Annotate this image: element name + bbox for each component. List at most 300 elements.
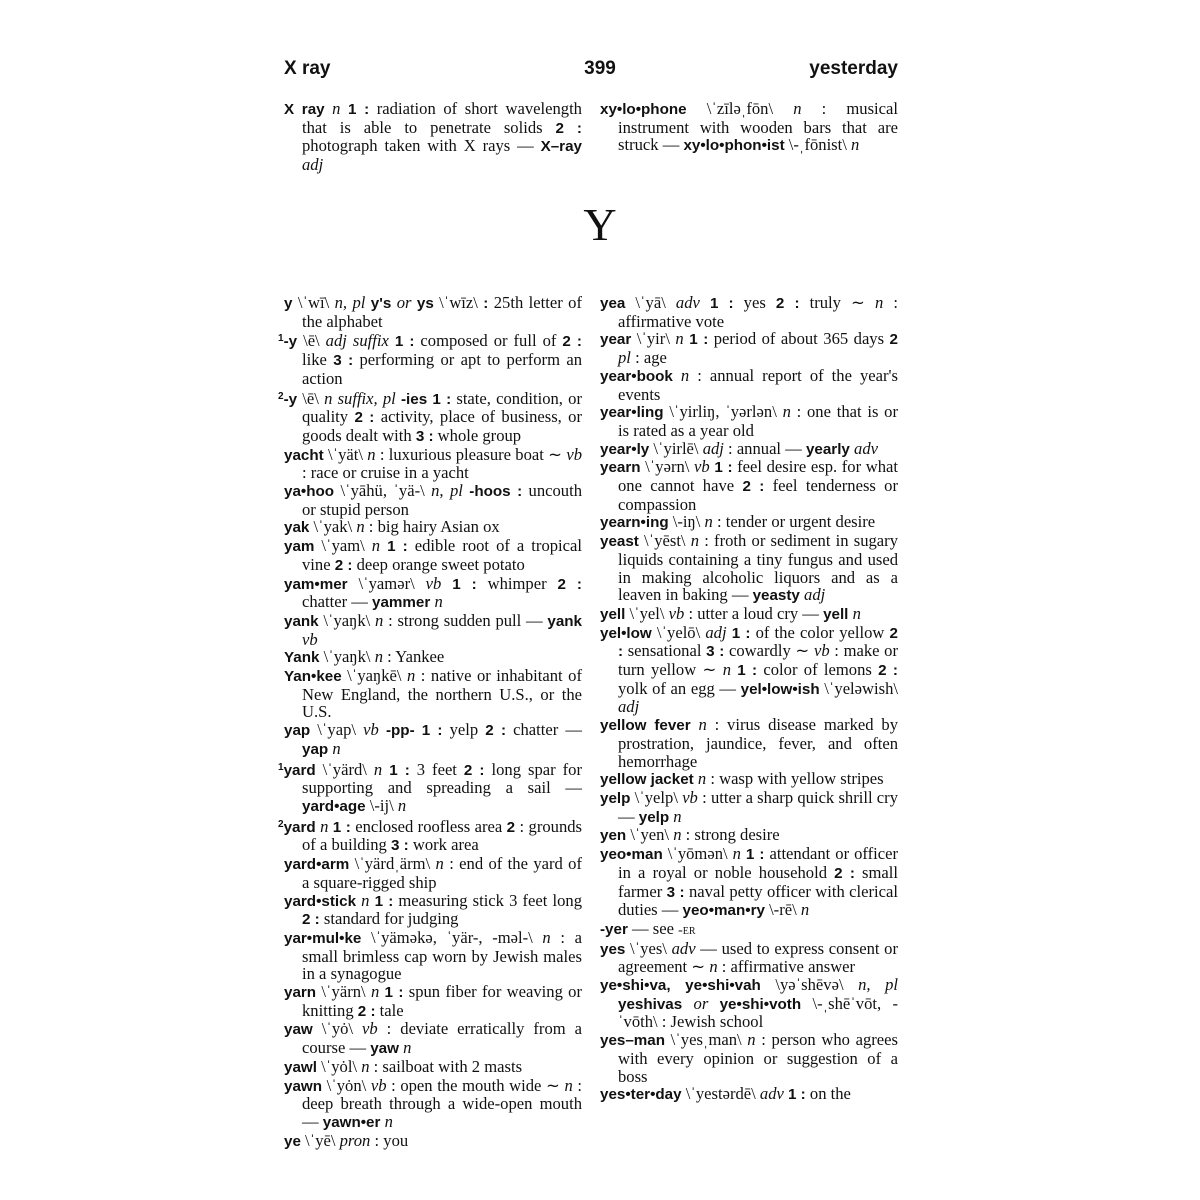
headword-or-label: 1 : <box>394 333 415 351</box>
definition-text: work area <box>408 835 479 855</box>
part-of-speech: n, pl <box>431 481 463 501</box>
headword-or-label: yeasty <box>752 587 800 605</box>
definition-text: \ē\ <box>297 331 326 351</box>
headword-or-label: yeast <box>600 533 639 551</box>
definition-text: : open the mouth wide ∼ <box>386 1075 565 1095</box>
headword-or-label: 1 : <box>421 722 443 740</box>
definition-text: \-ˌfōnist\ <box>784 135 852 155</box>
headword-or-label: 2 <box>557 575 566 593</box>
headword-or-label: Yan•kee <box>284 668 342 686</box>
headword-or-label: 1 : <box>348 101 370 118</box>
headword-or-label: 2 <box>506 818 516 836</box>
definition-text: chatter — <box>302 592 373 612</box>
headword-or-label: X–ray <box>540 138 582 156</box>
part-of-speech: n <box>747 1030 756 1050</box>
definition-text: \ˈyȯn\ <box>321 1075 371 1095</box>
dictionary-entry <box>600 605 898 624</box>
headword-or-label: 2 <box>889 331 898 349</box>
left-guide-word: X ray <box>284 58 331 79</box>
headword-or-label: 2 : <box>775 295 800 312</box>
definition-text: deep orange sweet potato <box>352 554 525 574</box>
headword-or-label: 2 : <box>334 556 353 574</box>
dictionary-entry <box>600 458 898 513</box>
dictionary-entry <box>600 716 898 770</box>
definition-text: feel tenderness or compassion <box>618 476 898 514</box>
headword-or-label: 1 : <box>432 390 452 408</box>
definition-text: : end of the yard of a square-rigged ship <box>302 854 582 892</box>
dictionary-entry <box>600 367 898 403</box>
headword-or-label: 2 : <box>878 662 898 680</box>
definition-text: : sailboat with 2 masts <box>369 1056 523 1076</box>
headword-or-label: yard•stick <box>284 892 357 910</box>
part-of-speech: n <box>367 444 376 464</box>
headword-or-label: 2 : <box>485 722 506 740</box>
part-of-speech: n <box>332 738 341 758</box>
homograph-number: 1 <box>278 333 284 345</box>
part-of-speech: n suffix, pl <box>324 388 396 408</box>
definition-text: \ˈyesˌman\ <box>665 1030 748 1050</box>
headword-or-label: year•ly <box>600 440 650 458</box>
headword-or-label: yank <box>284 612 319 630</box>
definition-text: yelp <box>442 720 486 740</box>
definition-text: \ˈyōmən\ <box>662 844 733 864</box>
headword-or-label: yawl <box>284 1058 317 1076</box>
headword-or-label: : <box>752 662 758 680</box>
definition-text: radiation of short wavelength that is able to penetrate solids <box>302 99 582 137</box>
definition-text: : musical instrument with wooden bars that are struck — <box>618 99 898 155</box>
definition-text: \ˈyelō\ <box>651 622 706 642</box>
dictionary-entry <box>600 100 898 155</box>
part-of-speech: vb <box>302 629 318 649</box>
definition-text <box>379 720 386 739</box>
definition-text: \ˈyelp\ <box>630 787 683 807</box>
definition-text: : strong desire <box>681 825 780 845</box>
headword-or-label: 1 : <box>689 331 709 349</box>
headword-or-label: : <box>483 295 489 312</box>
definition-text: \-ij\ <box>365 795 398 815</box>
headword-or-label: year <box>600 331 632 349</box>
part-of-speech: vb <box>425 573 442 593</box>
definition-text: \ˈyē\ <box>300 1130 340 1150</box>
headword-or-label: yelp <box>600 789 631 807</box>
definition-text <box>340 99 348 118</box>
headword-or-label: yank <box>547 612 582 630</box>
definition-text: \ˈyirliŋ, ˈyərlən\ <box>663 402 783 422</box>
part-of-speech: n <box>782 402 791 422</box>
definition-text: feel desire esp. for what one cannot have <box>618 457 898 496</box>
headword-or-label: yelp <box>638 808 670 826</box>
dictionary-entry <box>284 100 582 174</box>
definition-text: \-iŋ\ <box>668 512 705 532</box>
headword-or-label: X ray <box>284 101 325 118</box>
part-of-speech: n <box>793 99 802 118</box>
headword-or-label: 1 : <box>731 624 751 642</box>
headword-or-label: xy•lo•phon•ist <box>683 137 785 155</box>
dictionary-entry <box>600 920 898 940</box>
definition-text: photograph taken with X rays — <box>302 136 541 156</box>
part-of-speech: n <box>851 135 860 155</box>
headword-or-label: ye•shi•voth <box>719 995 802 1013</box>
definition-text: : deviate erratically from a course — <box>302 1019 582 1058</box>
definition-text <box>700 293 710 312</box>
part-of-speech: n <box>397 795 407 815</box>
definition-text: edible root of a tropical vine <box>302 536 582 574</box>
dictionary-entry <box>284 929 582 983</box>
definition-text: \ˈyȯ\ <box>312 1019 363 1039</box>
definition-text: period of about 365 days <box>708 329 890 349</box>
headword-or-label: -y <box>283 333 298 351</box>
definition-text: : grounds of a building <box>302 816 583 855</box>
headword-or-label: yeshivas <box>618 995 683 1013</box>
headword-or-label: yak <box>284 519 310 537</box>
part-of-speech: n <box>361 890 370 910</box>
headword-or-label: 2 : <box>302 911 320 929</box>
headword-or-label: 3 <box>415 427 425 445</box>
headword-or-label: yearly <box>805 440 850 458</box>
definition-text: \ˈyärdˌärm\ <box>349 854 436 874</box>
part-of-speech: adj suffix <box>325 331 389 351</box>
part-of-speech: n <box>852 603 861 623</box>
dictionary-entry <box>284 537 582 574</box>
headword-or-label: yap <box>284 722 311 740</box>
definition-text: : Yankee <box>382 647 445 667</box>
headword-or-label: yes <box>600 940 626 958</box>
part-of-speech: adv <box>671 938 696 958</box>
dictionary-entry <box>600 826 898 845</box>
dictionary-entry <box>284 648 582 667</box>
definition-text: : annual report of the year's events <box>618 365 898 404</box>
left-column <box>278 293 583 1150</box>
headword-or-label: yam•mer <box>284 575 348 593</box>
definition-text: \ˈyes\ <box>625 938 672 958</box>
definition-text: activity, place of business, or goods dealt with <box>302 407 582 445</box>
definition-text: \ē\ <box>297 388 325 408</box>
page-number: 399 <box>584 58 616 79</box>
definition-text <box>708 994 719 1013</box>
part-of-speech: n <box>320 816 329 836</box>
headword-or-label: ya•hoo <box>284 483 335 501</box>
dictionary-entry <box>600 770 898 789</box>
headword-or-label: yes•ter•day <box>600 1086 682 1104</box>
headword-or-label: 1 : <box>384 984 404 1002</box>
homograph-number: 2 <box>278 390 284 402</box>
part-of-speech: n <box>673 806 682 826</box>
definition-text: \ˈyamər\ <box>347 573 426 593</box>
definition-text: : a small brimless cap worn by Jewish males in a synagogue <box>302 927 582 984</box>
dictionary-entry <box>284 482 582 518</box>
definition-text <box>441 574 452 593</box>
headword-or-label: yearn <box>600 459 641 477</box>
definition-text: \ˈyen\ <box>626 825 674 845</box>
headword-or-label: 1 : <box>709 295 734 312</box>
part-of-speech: n <box>690 531 700 551</box>
headword-or-label: yap <box>302 740 329 758</box>
headword-or-label: 1 : <box>788 1086 806 1104</box>
definition-text: truly ∼ <box>799 293 875 312</box>
dictionary-entry <box>284 446 582 482</box>
definition-text: : tender or urgent desire <box>712 512 876 532</box>
definition-text: : affirmative answer <box>717 957 856 977</box>
headword-or-label: 1 : <box>745 846 765 864</box>
part-of-speech: n <box>698 715 707 735</box>
definition-text: : utter a loud cry — <box>684 603 824 623</box>
part-of-speech: adj <box>705 622 727 642</box>
dictionary-entry <box>284 855 582 891</box>
dictionary-entry <box>284 1058 582 1077</box>
part-of-speech: vb <box>370 1075 387 1095</box>
definition-text: : affirmative vote <box>618 293 898 331</box>
dictionary-entry <box>600 789 898 826</box>
part-of-speech: n <box>709 957 718 977</box>
dictionary-entry <box>284 667 582 721</box>
part-of-speech: n <box>406 666 416 686</box>
part-of-speech: or <box>396 293 412 312</box>
headword-or-label: ye <box>284 1132 301 1150</box>
definition-text: enclosed roofless area <box>350 816 507 836</box>
definition-text: \ˈyäməkə, ˈyär-, -məl-\ <box>361 927 543 947</box>
part-of-speech: n <box>675 329 684 349</box>
dictionary-entry <box>600 845 898 920</box>
part-of-speech: adv <box>675 293 700 312</box>
definition-text: : virus disease marked by prostration, jaundice, fever, and often hemorrhage <box>618 715 899 771</box>
definition-text: spun fiber for weaving or knitting <box>302 982 583 1020</box>
definition-text: 3 feet <box>409 759 464 779</box>
part-of-speech: adv <box>759 1084 784 1104</box>
part-of-speech: n <box>722 660 731 680</box>
definition-text: performing or apt to perform an action <box>302 350 582 388</box>
headword-or-label: 2 : <box>618 624 898 661</box>
part-of-speech: n <box>680 365 690 385</box>
headword-or-label: yard <box>283 761 316 779</box>
definition-text: yolk of an egg — <box>618 678 741 698</box>
headword-or-label: 1 : <box>332 818 351 836</box>
headword-or-label: 1 : <box>389 761 410 779</box>
part-of-speech: n <box>434 592 443 612</box>
dictionary-entry <box>284 721 582 758</box>
definition-text: \ˈyärd\ <box>315 759 374 779</box>
dictionary-entry <box>284 1020 582 1057</box>
definition-text: naval petty officer with clerical duties — <box>618 881 898 920</box>
headword-or-label: xy•lo•phone <box>600 101 687 118</box>
part-of-speech: or <box>693 993 709 1013</box>
definition-text: long spar for supporting and spreading a sail — <box>302 759 582 798</box>
headword-or-label: 2 : <box>562 333 582 351</box>
definition-text: \ˈyärn\ <box>316 982 371 1002</box>
dictionary-entry <box>600 532 898 605</box>
part-of-speech: n, pl <box>334 293 366 312</box>
definition-text: : strong sudden pull — <box>383 610 548 630</box>
headword-or-label: 1 : <box>452 575 477 593</box>
headword-or-label: yellow jacket <box>600 771 694 789</box>
definition-text: \ˈyēst\ <box>638 531 691 551</box>
dictionary-entry <box>284 1132 582 1151</box>
definition-text: : one that is or is rated as a year old <box>618 402 898 440</box>
part-of-speech: n <box>732 844 741 864</box>
part-of-speech: adj <box>804 585 826 605</box>
dictionary-entry <box>600 1031 898 1085</box>
cross-reference: -er <box>678 922 696 938</box>
headword-or-label: yel•low <box>600 624 652 642</box>
part-of-speech: vb <box>362 1019 378 1039</box>
definition-text: \ˈwīz\ <box>433 293 484 312</box>
dictionary-entry <box>600 440 898 459</box>
part-of-speech: n <box>564 1075 573 1095</box>
headword-or-label: 1 : <box>387 538 408 556</box>
definition-text: on the <box>805 1084 851 1104</box>
definition-text: sensational <box>623 641 707 661</box>
headword-or-label: yacht <box>284 446 324 464</box>
definition-text: \ˈyestərdē\ <box>681 1084 760 1104</box>
headword-or-label: 2 : <box>463 761 485 779</box>
headword-or-label: yen <box>600 827 627 845</box>
definition-text: like <box>302 350 334 370</box>
definition-text: \ˈyeləwish\ <box>819 678 898 698</box>
headword-or-label: 3 : <box>390 837 409 855</box>
headword-or-label: yam <box>284 538 315 556</box>
part-of-speech: vb <box>566 444 582 464</box>
definition-text: : annual — <box>723 438 806 458</box>
definition-text: : utter a sharp quick shrill cry — <box>618 787 898 826</box>
top-left-column <box>284 100 582 174</box>
headword-or-label: year•book <box>600 367 673 385</box>
definition-text: — see <box>627 918 679 938</box>
definition-text: : age <box>630 348 667 368</box>
headword-or-label: yaw <box>370 1040 399 1058</box>
part-of-speech: pron <box>339 1130 371 1150</box>
definition-text: \ˈyap\ <box>310 720 364 740</box>
dictionary-entry <box>600 1085 898 1104</box>
part-of-speech: n <box>800 900 810 920</box>
headword-or-label: yeo•man•ry <box>682 902 765 920</box>
part-of-speech: n <box>370 982 380 1002</box>
headword-or-label: y's <box>370 295 392 312</box>
definition-text: \ˈyāhü, ˈyä-\ <box>334 481 432 501</box>
headword-or-label: Yank <box>284 649 320 667</box>
part-of-speech: n <box>332 99 341 118</box>
dictionary-entry <box>284 518 582 537</box>
dictionary-entry <box>284 983 582 1020</box>
headword-or-label: y <box>284 295 293 312</box>
headword-or-label: yaw <box>284 1021 313 1039</box>
dictionary-entry <box>284 1077 582 1132</box>
headword-or-label: yard•arm <box>284 856 350 874</box>
part-of-speech: n, pl <box>858 975 898 995</box>
headword-or-label: 2 : <box>834 864 855 882</box>
headword-or-label: yammer <box>372 594 431 612</box>
headword-or-label: yar•mul•ke <box>284 929 362 947</box>
dictionary-entry <box>284 294 582 330</box>
definition-text: : make or turn yellow ∼ <box>618 641 898 680</box>
headword-or-label: -yer <box>600 920 628 938</box>
dictionary-entry <box>278 816 583 855</box>
headword-or-label: yeo•man <box>600 846 663 864</box>
definition-text: 25th letter of the alphabet <box>302 293 582 331</box>
headword-or-label: 1 : <box>714 459 733 477</box>
right-column <box>600 294 898 1104</box>
homograph-number: 1 <box>278 761 284 773</box>
headword-or-label: 1 <box>737 662 746 680</box>
part-of-speech: vb <box>813 641 830 661</box>
dictionary-entry <box>600 330 898 366</box>
headword-or-label: yard <box>283 818 316 836</box>
part-of-speech: adv <box>854 438 878 458</box>
section-letter: Y <box>583 199 617 250</box>
dictionary-entry <box>278 388 582 446</box>
part-of-speech: n <box>542 927 551 947</box>
definition-text: \ˈyȯl\ <box>316 1056 362 1076</box>
headword-or-label: 3 : <box>333 352 354 370</box>
definition-text: \-ˌshēˈvōt, -ˈvōth\ : Jewish school <box>618 993 898 1032</box>
headword-or-label: yell <box>823 605 849 623</box>
definition-text: \ˈwī\ <box>292 293 335 312</box>
headword-or-label: yarn <box>284 984 317 1002</box>
definition-text <box>415 720 422 739</box>
headword-or-label: yes–man <box>600 1032 666 1050</box>
part-of-speech: adj <box>618 697 640 717</box>
definition-text: cowardly ∼ <box>724 641 814 661</box>
definition-text: whole group <box>433 425 522 445</box>
headword-or-label: : <box>576 575 582 593</box>
definition-text: \ˈyel\ <box>625 603 669 623</box>
definition-text <box>673 366 681 385</box>
definition-text: : froth or sediment in sugary liquids containing a tiny fungus and used in making alcoholic liquors and as a leaven in baking — <box>618 531 898 605</box>
part-of-speech: n <box>435 854 444 874</box>
dictionary-entry <box>278 759 582 816</box>
headword-or-label: yell <box>600 605 626 623</box>
definition-text: whimper <box>476 573 558 593</box>
definition-text: : luxurious pleasure boat ∼ <box>375 444 567 464</box>
part-of-speech: n <box>361 1056 370 1076</box>
definition-text: \ˈyät\ <box>323 444 368 464</box>
headword-or-label: yea <box>600 295 626 312</box>
headword-or-label: yawn•er <box>322 1113 381 1131</box>
part-of-speech: vb <box>668 603 685 623</box>
headword-or-label: 2 : <box>555 119 582 137</box>
headword-or-label: 2 : <box>742 478 765 496</box>
part-of-speech: pl <box>618 348 631 368</box>
dictionary-entry <box>600 294 898 330</box>
headword-or-label: 2 : <box>354 409 375 427</box>
definition-text: \ˈyam\ <box>314 536 372 556</box>
part-of-speech: n <box>673 825 682 845</box>
dictionary-entry <box>284 575 582 612</box>
definition-text: : person who agrees with every opinion or suggestion of a boss <box>618 1030 898 1086</box>
part-of-speech: n <box>356 517 365 537</box>
part-of-speech: n <box>374 647 383 667</box>
definition-text: : race or cruise in a yacht <box>302 463 469 483</box>
headword-or-label: year•ling <box>600 404 664 422</box>
dictionary-entry <box>284 612 582 648</box>
headword-or-label: yawn <box>284 1077 322 1095</box>
part-of-speech: n <box>403 1038 412 1058</box>
dictionary-entry <box>278 330 582 388</box>
headword-or-label: 3 : <box>706 643 725 661</box>
definition-text: \ˈyaŋkē\ <box>341 666 407 686</box>
headword-or-label: -ies <box>401 390 428 408</box>
definition-text: composed or full of <box>414 331 563 351</box>
part-of-speech: vb <box>682 787 698 807</box>
dictionary-entry <box>600 624 898 717</box>
headword-or-label: ys <box>416 295 434 312</box>
dictionary-entry <box>284 892 582 929</box>
headword-or-label: -hoos : <box>469 483 523 501</box>
part-of-speech: adj <box>302 155 324 175</box>
headword-or-label: ye•shi•va, ye•shi•vah <box>600 977 761 995</box>
headword-or-label: 2 : <box>357 1002 376 1020</box>
definition-text: \ˈzīləˌfōn\ <box>686 99 794 118</box>
headword-or-label: -pp- <box>385 722 415 740</box>
definition-text: color of lemons <box>757 660 879 680</box>
